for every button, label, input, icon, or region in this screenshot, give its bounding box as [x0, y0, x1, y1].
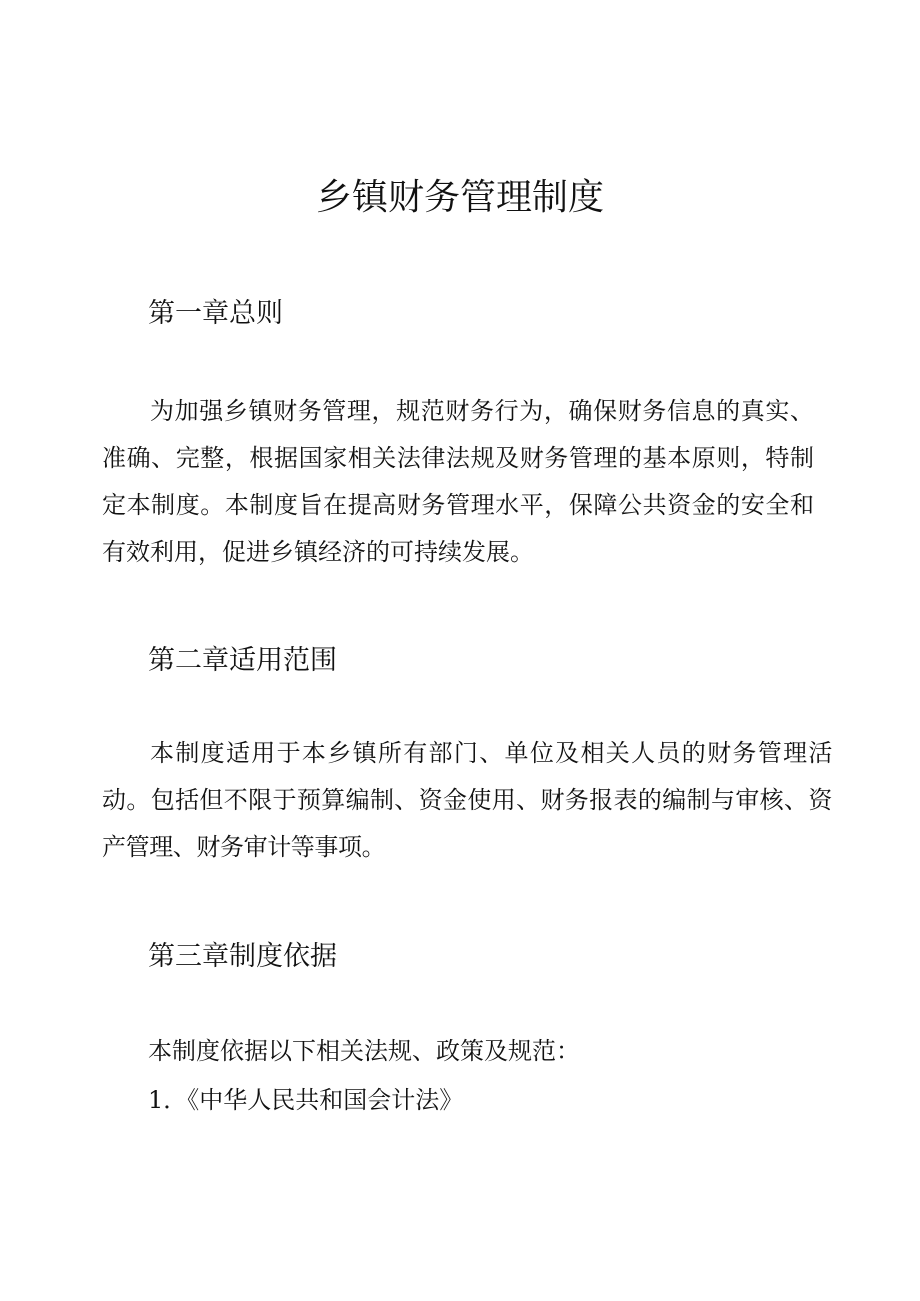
paragraph-basis-intro: 本制度依据以下相关法规、政策及规范：: [148, 1037, 580, 1065]
document-title: 乡镇财务管理制度: [315, 177, 604, 218]
chapter-heading-basis: 第三章制度依据: [148, 941, 337, 972]
chapter-heading-general: 第一章总则: [148, 298, 283, 329]
list-item: 1．《中华人民共和国会计法》: [148, 1086, 464, 1114]
paragraph-scope: 本制度适用于本乡镇所有部门、单位及相关人员的财务管理活动。包括但不限于预算编制、资金使用、财务报表的编制与审核、资产管理、财务审计等事项。: [102, 739, 832, 861]
chapter-heading-scope: 第二章适用范围: [148, 645, 337, 676]
paragraph-general: 为加强乡镇财务管理，规范财务行为，确保财务信息的真实、准确、完整，根据国家相关法律法规及财务管理的基本原则，特制定本制度。本制度旨在提高财务管理水平，保障公共资金的安全和有效利用，促进乡镇经济的可持续发展。: [102, 397, 814, 566]
